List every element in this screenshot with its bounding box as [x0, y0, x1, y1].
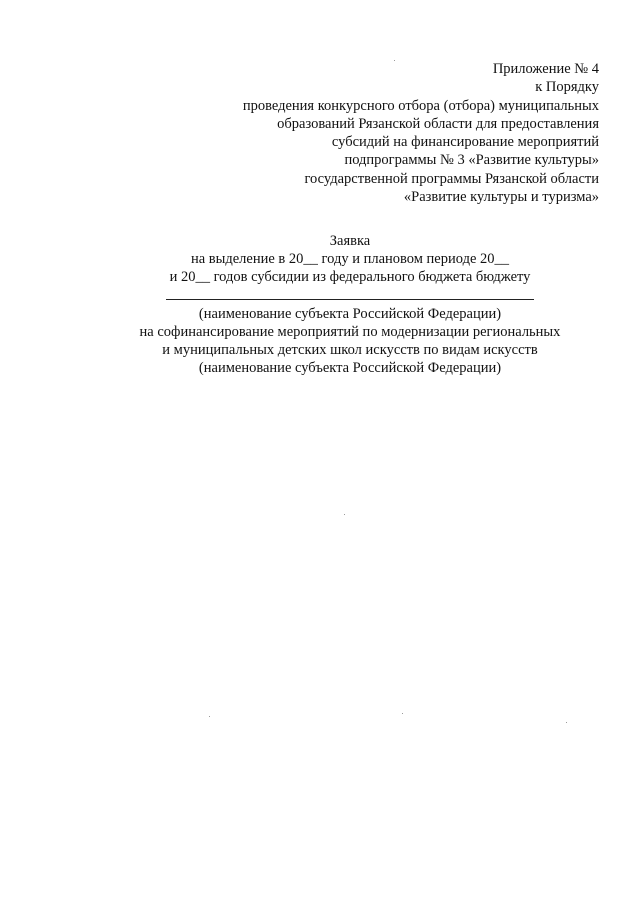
- subject-caption: (наименование субъекта Российской Федерации): [198, 306, 502, 322]
- request-line: и муниципальных детских школ искусств по видам искусств: [162, 342, 538, 358]
- scan-speck: [402, 713, 403, 714]
- scan-speck: [394, 60, 395, 61]
- appendix-number: Приложение № 4: [492, 61, 599, 77]
- scan-speck: [344, 514, 345, 515]
- appendix-line: проведения конкурсного отбора (отбора) муниципальных: [242, 97, 599, 114]
- request-title: Заявка: [329, 233, 371, 249]
- request-block: [0, 232, 640, 377]
- appendix-line: государственной программы Рязанской области: [304, 170, 599, 187]
- request-line: на софинансирование мероприятий по модернизации региональных: [139, 324, 561, 340]
- request-line: на выделение в 20__ году и плановом периоде 20__: [190, 251, 510, 267]
- subject-caption: (наименование субъекта Российской Федерации): [198, 360, 502, 376]
- appendix-line: образований Рязанской области для предоставления: [277, 115, 599, 132]
- appendix-line: подпрограммы № 3 «Развитие культуры»: [344, 152, 599, 169]
- appendix-line: субсидий на финансирование мероприятий: [331, 134, 599, 151]
- request-line: и 20__ годов субсидии из федерального бюджета бюджету: [169, 269, 531, 285]
- scan-speck: [566, 722, 567, 723]
- scan-speck: [209, 716, 210, 717]
- appendix-procedure-ref: к Порядку: [535, 79, 599, 96]
- appendix-header: [179, 60, 599, 206]
- subject-fill-line: [166, 299, 534, 300]
- appendix-line: «Развитие культуры и туризма»: [403, 189, 599, 206]
